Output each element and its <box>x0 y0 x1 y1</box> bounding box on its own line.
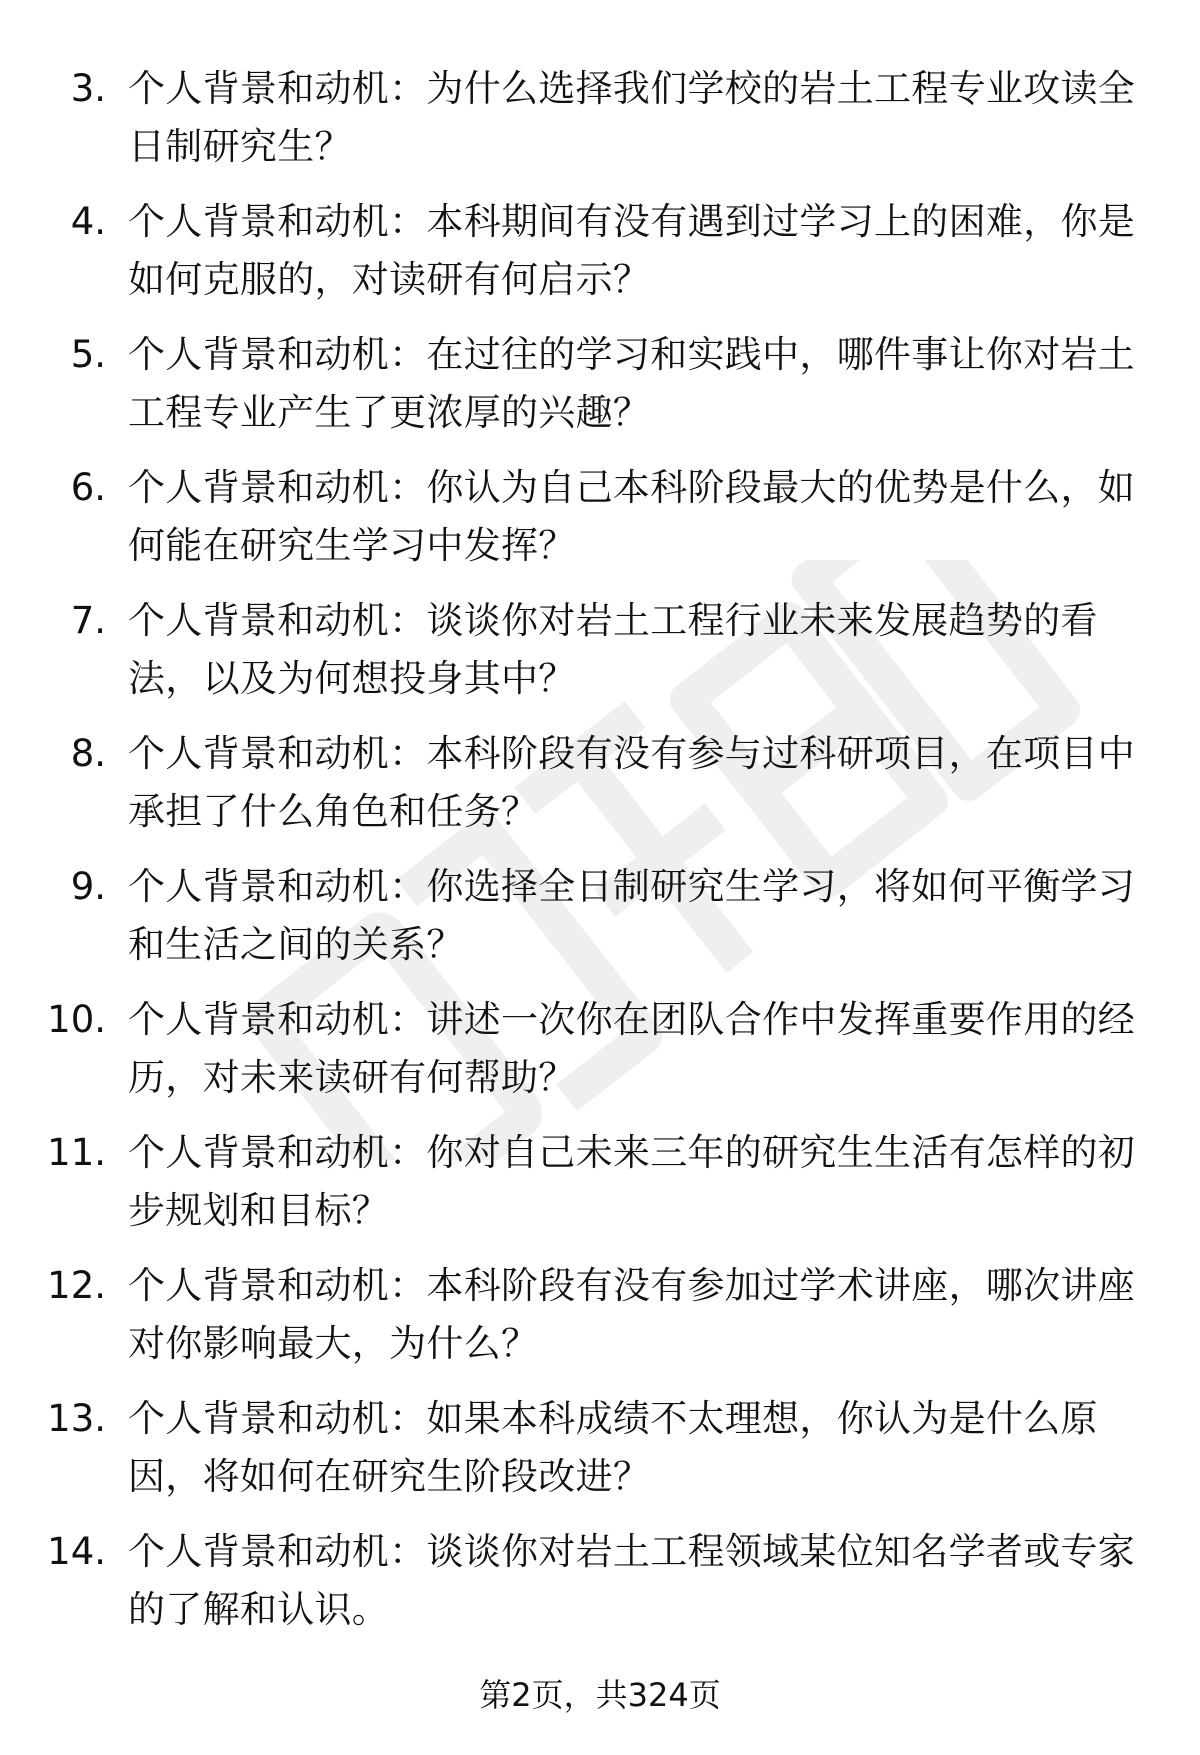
question-text: 个人背景和动机：你选择全日制研究生学习，将如何平衡学习和生活之间的关系？ <box>128 865 1136 966</box>
question-item <box>0 592 1200 725</box>
page-number: 第2页，共324页 <box>479 1676 721 1714</box>
question-text: 个人背景和动机：讲述一次你在团队合作中发挥重要作用的经历，对未来读研有何帮助？ <box>128 998 1136 1099</box>
question-text: 个人背景和动机：为什么选择我们学校的岩土工程专业攻读全日制研究生？ <box>128 67 1136 168</box>
question-number: 6. <box>70 466 106 509</box>
question-item <box>0 1390 1200 1523</box>
question-item <box>0 1257 1200 1390</box>
question-item <box>0 193 1200 326</box>
question-text: 个人背景和动机：在过往的学习和实践中，哪件事让你对岩土工程专业产生了更浓厚的兴趣？ <box>128 333 1136 434</box>
question-number: 11. <box>47 1131 106 1174</box>
question-text: 个人背景和动机：谈谈你对岩土工程行业未来发展趋势的看法，以及为何想投身其中？ <box>128 599 1098 700</box>
question-text: 个人背景和动机：本科阶段有没有参加过学术讲座，哪次讲座对你影响最大，为什么？ <box>128 1264 1136 1365</box>
question-item <box>0 991 1200 1124</box>
question-number: 8. <box>70 732 106 775</box>
question-number: 9. <box>70 865 106 908</box>
question-item <box>0 1523 1200 1656</box>
question-item <box>0 858 1200 991</box>
question-item <box>0 60 1200 193</box>
question-list <box>0 60 1200 1656</box>
question-text: 个人背景和动机：本科期间有没有遇到过学习上的困难，你是如何克服的，对读研有何启示？ <box>128 200 1136 301</box>
question-number: 13. <box>47 1397 106 1440</box>
question-number: 7. <box>70 599 106 642</box>
question-item <box>0 725 1200 858</box>
question-text: 个人背景和动机：谈谈你对岩土工程领域某位知名学者或专家的了解和认识。 <box>128 1530 1136 1631</box>
question-item <box>0 1124 1200 1257</box>
question-text: 个人背景和动机：本科阶段有没有参与过科研项目，在项目中承担了什么角色和任务？ <box>128 732 1136 833</box>
question-number: 4. <box>70 200 106 243</box>
question-number: 5. <box>70 333 106 376</box>
question-item <box>0 459 1200 592</box>
question-text: 个人背景和动机：你对自己未来三年的研究生生活有怎样的初步规划和目标？ <box>128 1131 1136 1232</box>
question-number: 10. <box>47 998 106 1041</box>
question-number: 14. <box>47 1530 106 1573</box>
question-item <box>0 326 1200 459</box>
question-text: 个人背景和动机：如果本科成绩不太理想，你认为是什么原因，将如何在研究生阶段改进？ <box>128 1397 1098 1498</box>
question-number: 12. <box>47 1264 106 1307</box>
question-text: 个人背景和动机：你认为自己本科阶段最大的优势是什么，如何能在研究生学习中发挥？ <box>128 466 1136 567</box>
question-number: 3. <box>70 67 106 110</box>
